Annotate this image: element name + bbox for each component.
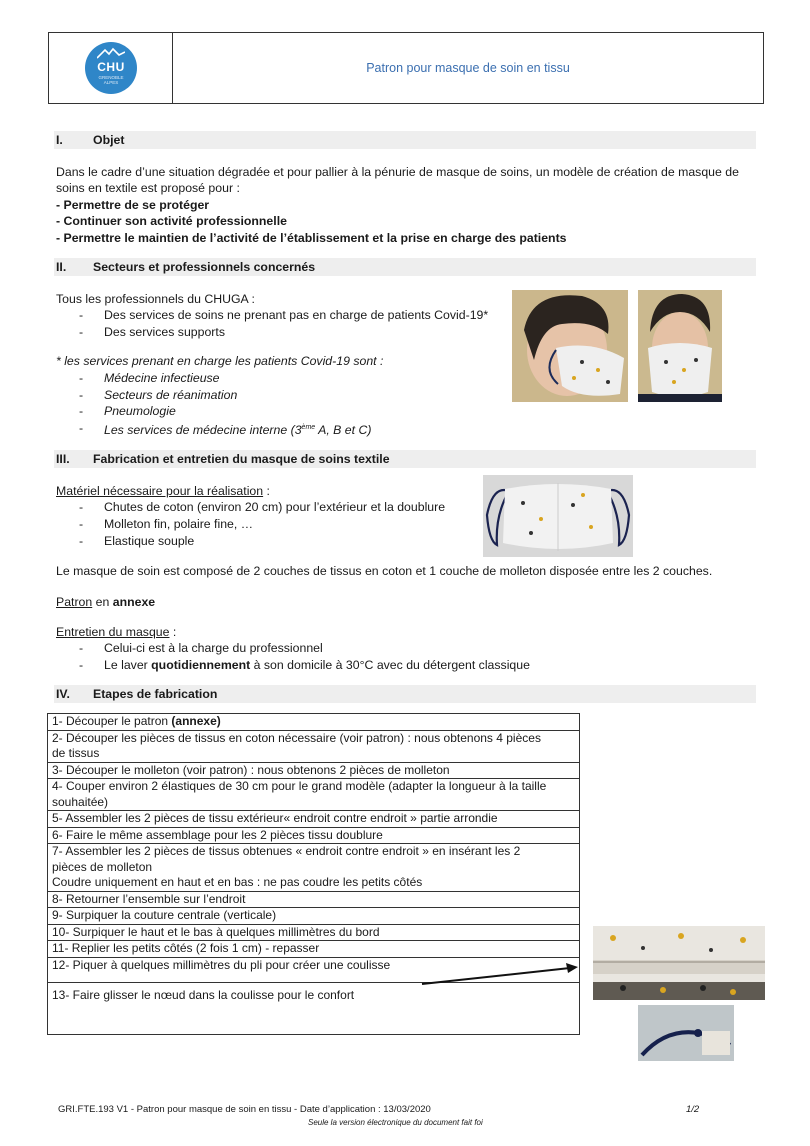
table-row — [48, 844, 580, 892]
step-cell: 6- Faire le même assemblage pour les 2 pièces tissu doublure — [48, 827, 580, 844]
materiel-item: Chutes de coton (environ 20 cm) pour l’extérieur et la doublure — [104, 500, 446, 514]
objet-bullet: - Permettre le maintien de l’activité de l’établissement et la prise en charge des patients — [56, 231, 567, 245]
step-cell: 10- Surpiquer le haut et le bas à quelques millimètres du bord — [48, 924, 580, 941]
arrow-icon — [420, 962, 585, 988]
materiel-item: Molleton fin, polaire fine, … — [104, 517, 254, 531]
composition-text: Le masque de soin est composé de 2 couches de tissus en coton et 1 couche de molleton disposée entre les 2 couches. — [56, 564, 713, 578]
step-cell: 7- Assembler les 2 pièces de tissus obtenues « endroit contre endroit » en insérant les 2 pièces de molleton Coudre uniquement en haut et en bas : ne pas coudre les petits côtés — [48, 844, 580, 892]
entretien-heading: Entretien du masque : — [56, 625, 177, 639]
entretien-item: Celui-ci est à la charge du professionnel — [104, 641, 323, 655]
table-row — [48, 779, 580, 811]
table-row — [48, 908, 580, 925]
table-row — [48, 941, 580, 958]
materiel-item: Elastique souple — [104, 534, 195, 548]
table-row — [48, 811, 580, 828]
objet-intro-line1: Dans le cadre d’une situation dégradée et pour pallier à la pénurie de masque de soins, un modèle de création de masque de — [56, 165, 739, 179]
mask-photo-profile — [512, 290, 628, 402]
chu-logo — [85, 42, 137, 94]
table-row — [48, 714, 580, 731]
step-cell: 3- Découper le molleton (voir patron) : nous obtenons 2 pièces de molleton — [48, 762, 580, 779]
step-cell: 2- Découper les pièces de tissus en coton nécessaire (voir patron) : nous obtenons 4 pièces de tissus — [48, 730, 580, 762]
step-cell: 12- Piquer à quelques millimètres du pli pour créer une coulisse — [48, 957, 580, 982]
mountain-icon — [97, 47, 125, 59]
step-cell: 5- Assembler les 2 pièces de tissu extérieur« endroit contre endroit » partie arrondie — [48, 811, 580, 828]
mask-product-photo — [483, 475, 633, 557]
covid-note: * les services prenant en charge les patients Covid-19 sont : — [56, 354, 384, 368]
step-cell: 9- Surpiquer la couture centrale (verticale) — [48, 908, 580, 925]
objet-bullet: - Permettre de se protéger — [56, 198, 210, 212]
logo-cell — [49, 33, 173, 103]
covid-service: Secteurs de réanimation — [104, 388, 238, 402]
section-heading-objet: I. Objet — [54, 131, 756, 149]
document-title: Patron pour masque de soin en tissu — [366, 61, 570, 75]
mask-photo-front — [638, 290, 722, 402]
step-cell: 11- Replier les petits côtés (2 fois 1 cm) - repasser — [48, 941, 580, 958]
footer-note: Seule la version électronique du document fait foi — [308, 1118, 483, 1127]
document-header — [48, 32, 764, 104]
entretien-item: Le laver quotidiennement à son domicile à 30°C avec du détergent classique — [104, 658, 530, 672]
logo-subtext: GRENOBLE ALPES — [98, 75, 124, 85]
footer-reference: GRI.FTE.193 V1 - Patron pour masque de soin en tissu - Date d’application : 13/03/2020 — [58, 1104, 431, 1115]
table-row — [48, 924, 580, 941]
logo-text: CHU — [97, 60, 125, 74]
section-heading-secteurs: II. Secteurs et professionnels concernés — [54, 258, 756, 276]
step-cell: 4- Couper environ 2 élastiques de 30 cm pour le grand modèle (adapter la longueur à la taille souhaitée) — [48, 779, 580, 811]
step-cell: 8- Retourner l’ensemble sur l’endroit — [48, 891, 580, 908]
table-row — [48, 982, 580, 1034]
table-row — [48, 762, 580, 779]
step-cell: 1- Découper le patron (annexe) — [48, 714, 580, 731]
materiel-heading: Matériel nécessaire pour la réalisation : — [56, 484, 270, 498]
secteurs-item: Des services de soins ne prenant pas en charge de patients Covid-19* — [104, 308, 489, 322]
covid-service-internal: Les services de médecine interne (3ème A, B et C) — [104, 423, 372, 438]
section-heading-fabrication: III. Fabrication et entretien du masque de soins textile — [54, 450, 756, 468]
section-heading-etapes: IV. Etapes de fabrication — [54, 685, 756, 703]
secteurs-intro: Tous les professionnels du CHUGA : — [56, 292, 255, 306]
patron-annexe: Patron en annexe — [56, 595, 156, 609]
page-number: 1/2 — [686, 1104, 700, 1115]
objet-intro-line2: soins en textile est proposé pour : — [56, 181, 240, 195]
table-row — [48, 891, 580, 908]
fabric-fold-photo — [593, 926, 765, 1000]
secteurs-item: Des services supports — [104, 325, 225, 339]
covid-service: Pneumologie — [104, 404, 176, 418]
covid-service: Médecine infectieuse — [104, 371, 220, 385]
table-row — [48, 827, 580, 844]
step-cell: 13- Faire glisser le nœud dans la coulisse pour le confort — [48, 982, 580, 1034]
table-row — [48, 730, 580, 762]
objet-bullet: - Continuer son activité professionnelle — [56, 214, 287, 228]
knot-photo — [638, 1005, 734, 1061]
